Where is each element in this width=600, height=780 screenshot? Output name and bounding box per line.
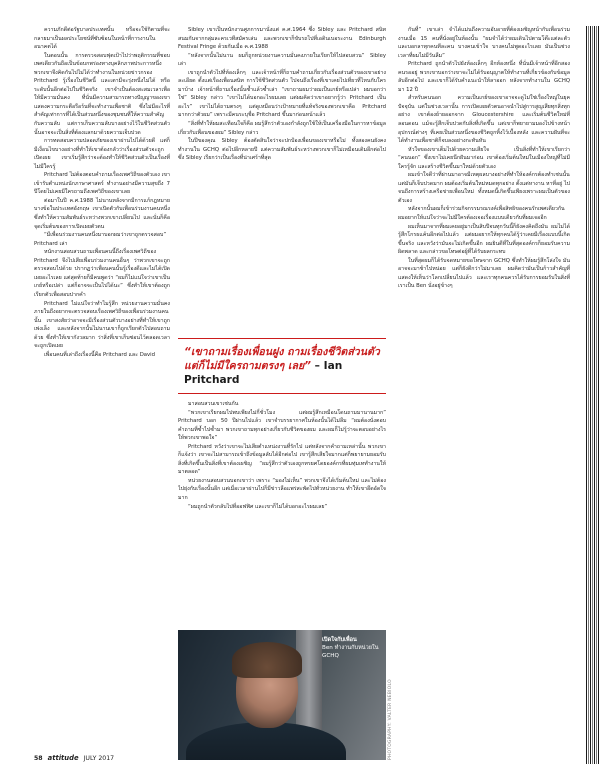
- paragraph: หลังจากนั้นผมก็เข้าร่วมกิจกรรมรณรงค์เพื่อสิทธิของคนรักเพศเดียวกัน ผมอยากให้แน่ใจว่าจะไม่มีใครต้องเจอเรื่องแบบเดียวกับที่ผมเจออีก: [398, 206, 565, 222]
- article-column-2-top: [178, 26, 386, 341]
- paragraph: หนักงานสอบสวนถามเพื่อนคนนี้ถึงเรื่องเพศวิถีของ Pritchard จึงไปเสียเพื่อนร่วมงานคนอื่นๆ ว่าพวกเขาจะถูกตรวจสอบไปด้วย ปรากฏว่าเพื่อนคนนั้นรู้เรื่องดีและไม่ได้เปิดเผยอะไรเลย แต่สุดท้ายก็มีคนพูดว่า “ผมก็ไม่แน่ใจว่าเขาเป็นเกย์หรือเปล่า แต่ก็อาจจะเป็นไปได้นะ” ซึ่งทำให้เขาต้องถูกเรียกตัวเพื่อสอบปากคำ: [34, 249, 170, 298]
- paragraph: Sibley เขาเป็นหนักงานศูภการมานั่งแต่ ค.ศ.1964 ซึ่ง Sibley และ Pritchard สนิทสนมกันจากกลุ่มละครเวทีสมัครเล่น และพวกเขาก็ขับรถไปที่เอดินเบอระงาน Edinburgh Festival Fringe ด้วยกันเมื่อ ค.ศ.1988: [178, 27, 386, 51]
- magazine-brand: attitude: [47, 754, 79, 762]
- paragraph: “ผมถูกนำตัวกลับไปที่ออฟฟิศ และเขาก็ไม่ได้บอกอะไรผมเลย”: [188, 503, 328, 510]
- paragraph: ผมเห็นมาจากที่ผมเคยอยู่มาเป็นสิบปีจนทุกวันนี้ก็ยังคงคิดถึงมัน ผมไม่ได้รู้สึกโกรธแค้นอีกต่อไปแล้ว แต่ผมอยากให้ทุกคนได้รู้ว่าเคยมีเรื่องแบบนี้เกิดขึ้นจริง และหวังว่ามันจะไม่เกิดขึ้นอีก ผมยินดีที่ในที่สุดองค์กรก็ยอมรับความผิดพลาด และกล่าวขอโทษต่อผู้ที่ได้รับผลกระทบ: [398, 223, 570, 256]
- paragraph: การทดสอบความปลอดภัยของเขาผ่านไปได้ด้วยดี แต่ก็มีเงื่อนไขบางอย่างที่ทำให้เขาต้องกลัวว่าเรื่องส่วนตัวจะถูกเปิดเผย เขาเริ่มรู้สึกว่าจะต้องทำให้ชีวิตส่วนตัวเป็นเรื่องที่ไม่มีใครรู้: [34, 138, 170, 170]
- photo-caption: [322, 636, 380, 660]
- paragraph: กันที่” เขาเล่า จำได้แม่นถึงความอับอายที่ต้องเผชิญหน้ากับเพื่อนร่วมงานเมื่อ 15 คนที่นั่งอยู่ในห้องนั้น “ผมจำได้ว่าผมเดินไปตามโต๊ะแต่ละตัวและบอกลาทุกคนทีละคน บางคนเข้าใจ บางคนไม่พูดอะไรเลย มันเป็นช่วงเวลาที่ผมไม่มีวันลืม”: [398, 27, 570, 59]
- paragraph: Pritchard หวังว่าเขาจะไม่เสียตำแหน่งงานที่รักไป แต่หลังจากคำถามเหล่านั้น พวกเขาก็แจ้งว่า เขาจะไม่สามารถเข้าถึงข้อมูลลับได้อีกต่อไป เขารู้สึกเสียใจมากแต่ก็พยายามยอมรับ สิ่งที่เกิดขึ้นเป็นสิ่งที่เขาต้องเผชิญ “ผมรู้สึกว่าตัวเองถูกทรยศโดยองค์กรที่ผมทุ่มเททำงานให้มาตลอด”: [178, 443, 386, 476]
- paragraph: ในตอนนั้น การตรวจสอบฟุตเป้าไปว่าพฤติกรรมที่ชอบเพศเดียวกันถือเป็นข้อบกพร่องทางบุคลิกภาพประการหนึ่ง พวกเขาจึงคิดกันไปไม่ได้ว่าทำงานในหน่วยข่าวกรอง Pritchard รู้เรื่องในชีวิตนี้ และเตามีจะรุ่งหนึ่งไม่ได้ หรือระดับนั้นอีกต่อไปในชีวิตจริง เขาจำเป็นต้องสะสมเวลาเพื่อให้มีความมั่นคง ที่นั่นมีความสามารถทางปัญญาของเขาแสดงความกระตือรือร้นที่จะทำงานเพื่อชาติ ซึ่งไม่มีอะไรที่สำคัญเท่าการที่ได้เป็นส่วนหนึ่งของชุมชนที่ให้ความสำคัญกับความลับ แต่การเก็บความลับบางอย่างไว้ในชีวิตส่วนตัวนั้นอาจจะเป็นสิ่งที่ต้องแลกมาด้วยความเจ็บปวด: [34, 52, 170, 136]
- paragraph: หน่วยงานสอบสวนบอกเขาว่า เพราะ “มองไม่เห็น” พวกเขาจึงได้เริ่มต้นใหม่ และไม่ต้องไปยุ่งกับเรื่องนั้นอีก แต่เมื่อเวลาผ่านไปก็มีข่าวลือแพร่สะพัดไปทั่วหน่วยงาน ทำให้เขาอึดอัดใจมาก: [178, 477, 386, 502]
- article-column-3: [398, 26, 570, 750]
- pull-quote: [178, 338, 386, 394]
- page-edge-strip: [586, 26, 600, 764]
- paragraph: “พวกเขาเรียกผมไปพบเพียงไม่กี่ชั่วโมง แต่ผมรู้สึกเหมือนโดนถามมานานมาก” Pritchard บอก 50 ปีผ่านไปแล้ว เขาจำบรรยากาศในห้องนั้นได้ไม่ลืม “ผมต้องนั่งตอบคำถามที่ซ้ำไปซ้ำมา พวกเขาถามทุกอย่างเกี่ยวกับชีวิตของผม และผมก็ไม่รู้ว่าจะตอบอย่างไรให้พวกเขาพอใจ”: [178, 409, 386, 442]
- article-column-1: [34, 26, 170, 750]
- caption-title: เปิดใจกับเพื่อน: [322, 637, 357, 643]
- paragraph: ผมเข้าใจดีว่าที่ผ่านมาอาจมีเหตุผลบางอย่างที่ทำให้องค์กรต้องทำเช่นนั้น แต่มันก็เจ็บปวดมาก ผมต้องเริ่มต้นใหม่หมดทุกอย่าง ตั้งแต่หางาน หาที่อยู่ ไปจนถึงการสร้างเครือข่ายเพื่อนใหม่ ทั้งหมดนี้เกิดขึ้นเพียงเพราะผมเป็นตัวของตัวเอง: [398, 172, 570, 204]
- photo-subject-hair: [232, 642, 302, 678]
- paragraph: ต่อมาในปี ค.ศ.1988 ไม่นานหลังจากมีการแก้กฎหมายบางข้อในประเทศอังกฤษ เขาเปิดตัวกับเพื่อนร่วมงานคนหนึ่งซึ่งทำให้ความสัมพันธ์ระหว่างพวกเขาเปลี่ยนไป และนั่นก็คือจุดเริ่มต้นของการเปิดเผยตัวตน: [34, 197, 170, 230]
- paragraph: ในที่สุดผมก็ได้รับจดหมายขอโทษจาก GCHQ ซึ่งทำให้ผมรู้สึกโล่งใจ มันอาจจะมาช้าไปหน่อย แต่ก็ยังดีกว่าไม่มาเลย ผมคิดว่ามันเป็นก้าวสำคัญที่แสดงให้เห็นว่าโลกเปลี่ยนไปแล้ว และเราทุกคนควรได้รับการยอมรับในสิ่งที่เราเป็น Ben นั่งอยู่ข้างๆ: [398, 257, 570, 290]
- paragraph: ความภักดีต่อรัฐบาลประเทศนั้น หรือจะใช้กิตามที่จะกลายมาเป็นผลประโยชน์ที่ซับซ้อนในหน้าที่การงานในอนาคตได้: [34, 27, 170, 51]
- pull-quote-body: “เขาถามเรื่องเพื่อนฝูง ถามเรื่องชีวิตส่วนตัว แต่ก็ไม่มีใครถามตรงๆ เลย”: [184, 346, 380, 372]
- paragraph: “มีเพื่อนร่วมงานคนหนึ่งมาบอกผมว่าเขาถูกตรวจสอบ” Pritchard เล่า: [34, 232, 167, 247]
- pull-quote-text: [184, 345, 380, 387]
- paragraph: สำหรับคนนอก ความเป็นเกย์ของเขาอาจจะดูไม่ใช่เรื่องใหญ่ในยุคปัจจุบัน แต่ในช่วงเวลานั้น การเปิดเผยตัวตนอาจนำไปสู่การสูญเสียทุกสิ่งทุกอย่าง เขาต้องย้ายออกจาก Gloucestershire และเริ่มต้นชีวิตใหม่ที่ลอนดอน แม้จะรู้สึกเจ็บปวดกับสิ่งที่เกิดขึ้น แต่เขาก็พยายามมองไปข้างหน้า อุปกรณ์ต่างๆ ที่เคยเป็นส่วนหนึ่งของชีวิตถูกทิ้งไว้เบื้องหลัง และความฝันที่จะได้ทำงานเพื่อชาติก็จบลงอย่างกะทันหัน: [398, 95, 570, 145]
- paragraph: “สิ่งที่ทำให้ผมสะเทือนใจก็คือ ผมรู้สึกว่าตัวเองกำลังถูกใช้ให้เป็นเครื่องมือในการหาข้อมูลเกี่ยวกับเพื่อนของผม” Sibley กล่าว: [178, 121, 386, 136]
- paragraph: Pritchard ไม่แน่ใจว่าทำไมรู้สึก หน่วยงานความมั่นคงภายในถึงอยากจะตรวจสอบเรื่องเพศวิถีของเพื่อนร่วมงานคนนั้น เขาสงสัยว่าอาจจะมีเรื่องส่วนตัวบางอย่างที่ทำให้เขาถูกเพ่งเล็ง และหลังจากนั้นไม่นานเขาก็ถูกเรียกตัวไปสอบถามด้วย ซึ่งทำให้เขากังวลมาก ว่าสิ่งที่เขาเก็บซ่อนไว้ตลอดเวลาจะถูกเปิดเผย: [34, 300, 170, 350]
- page-footer: [34, 754, 114, 764]
- paragraph: ในปีของคุณ Sibley ต้องตัดสินใจว่าจะปกป้องเพื่อนของเขาหรือไม่ ทั้งสองคนยังคงทำงานใน GCHQ ต่อไปอีกหลายปี แต่ความสัมพันธ์ระหว่างพวกเขาก็ไม่เหมือนเดิมอีกต่อไป ซึ่ง Sibley เรียกว่าเป็นเรื่องที่น่าเศร้าที่สุด: [178, 138, 386, 162]
- paragraph: หัวใจของเขาเต็มไปด้วยความเสียใจ เป็นสิ่งที่ทำให้เขาเรียกว่า “คนนอก” ซึ่งเขาไม่เคยนึกฝันมาก่อน เขาต้องเริ่มต้นใหม่ในเมืองใหญ่ที่ไม่มีใครรู้จัก และสร้างชีวิตขึ้นมาใหม่ด้วยตัวเอง: [398, 146, 570, 170]
- issue-date: JULY 2017: [83, 755, 115, 762]
- paragraph: Pritchard ถูกนำตัวไปยังห้องเล็กๆ อีกห้องหนึ่ง ที่นั่นมีเจ้าหน้าที่อีกสองคนรออยู่ พวกเขาบอกว่าเขาจะไม่ได้รับอนุญาตให้ทำงานที่เกี่ยวข้องกับข้อมูลลับอีกต่อไป และเขาก็ได้รับคำแนะนำให้ลาออก หลังจากทำงานใน GCHQ มา 12 ปี: [398, 61, 570, 93]
- page-number: 58: [34, 755, 43, 762]
- paragraph: “หลังจากนั้นไม่นาน ผมก็ถูกหน่วยงานความมั่นคงภายในเรียกให้ไปสอบสวน” Sibley เล่า: [178, 52, 386, 68]
- caption-body: Ben ทำงานกับหน่วยใน GCHQ: [322, 645, 379, 659]
- paragraph: มาสอบสวนเขาเช่นกัน: [188, 401, 239, 407]
- paragraph: เขาถูกนำตัวไปที่ห้องเล็กๆ และเจ้าหน้าที่ก็ถามคำถามเกี่ยวกับเรื่องส่วนตัวของเขาอย่างละเอียด ตั้งแต่เรื่องเพื่อนสนิท การใช้ชีวิตส่วนตัว ไปจนถึงเรื่องที่เขาเคยไปเที่ยวที่ไหนกับใครมาบ้าง เจ้าหน้าที่ถามเรื่องนั้นซ้ำแล้วซ้ำเล่า “เขาถามผมว่าผมเป็นเกย์หรือเปล่า ผมบอกว่าใช่” Sibley กล่าว “เขาไม่ได้บอกอะไรผมเลย แต่ผมคิดว่าเขาอยากรู้ว่า Pritchard เป็นอะไร” เขาไม่ได้ถามตรงๆ แต่ดูเหมือนว่าเป้าหมายที่แท้จริงของพวกเขาคือ Pritchard มากกว่าตัวผม” เพราะมีคนระบุชื่อ Pritchard ขึ้นมาก่อนหน้าแล้ว: [178, 69, 386, 119]
- pull-quote-author: – Ian Pritchard: [184, 360, 343, 386]
- article-column-2-bottom: [178, 400, 386, 625]
- paragraph: Pritchard ไม่ต้องตอบคำถามเรื่องเพศวิถีของตัวเอง เขาเข้ารับตำแหน่งนักภาษาศาสตร์ ทำงานอย่างมีความสุขถึง 7 ปีโดยไม่เคยมีใครถามถึงเพศวิถีของเขาเลย: [34, 172, 170, 196]
- paragraph: เพื่อนคนที่เล่าถึงเรื่องนี้คือ Pritchard และ David: [44, 351, 155, 358]
- photo-credit: PHOTOGRAPHY: VALTER NEBIOLO: [388, 679, 393, 760]
